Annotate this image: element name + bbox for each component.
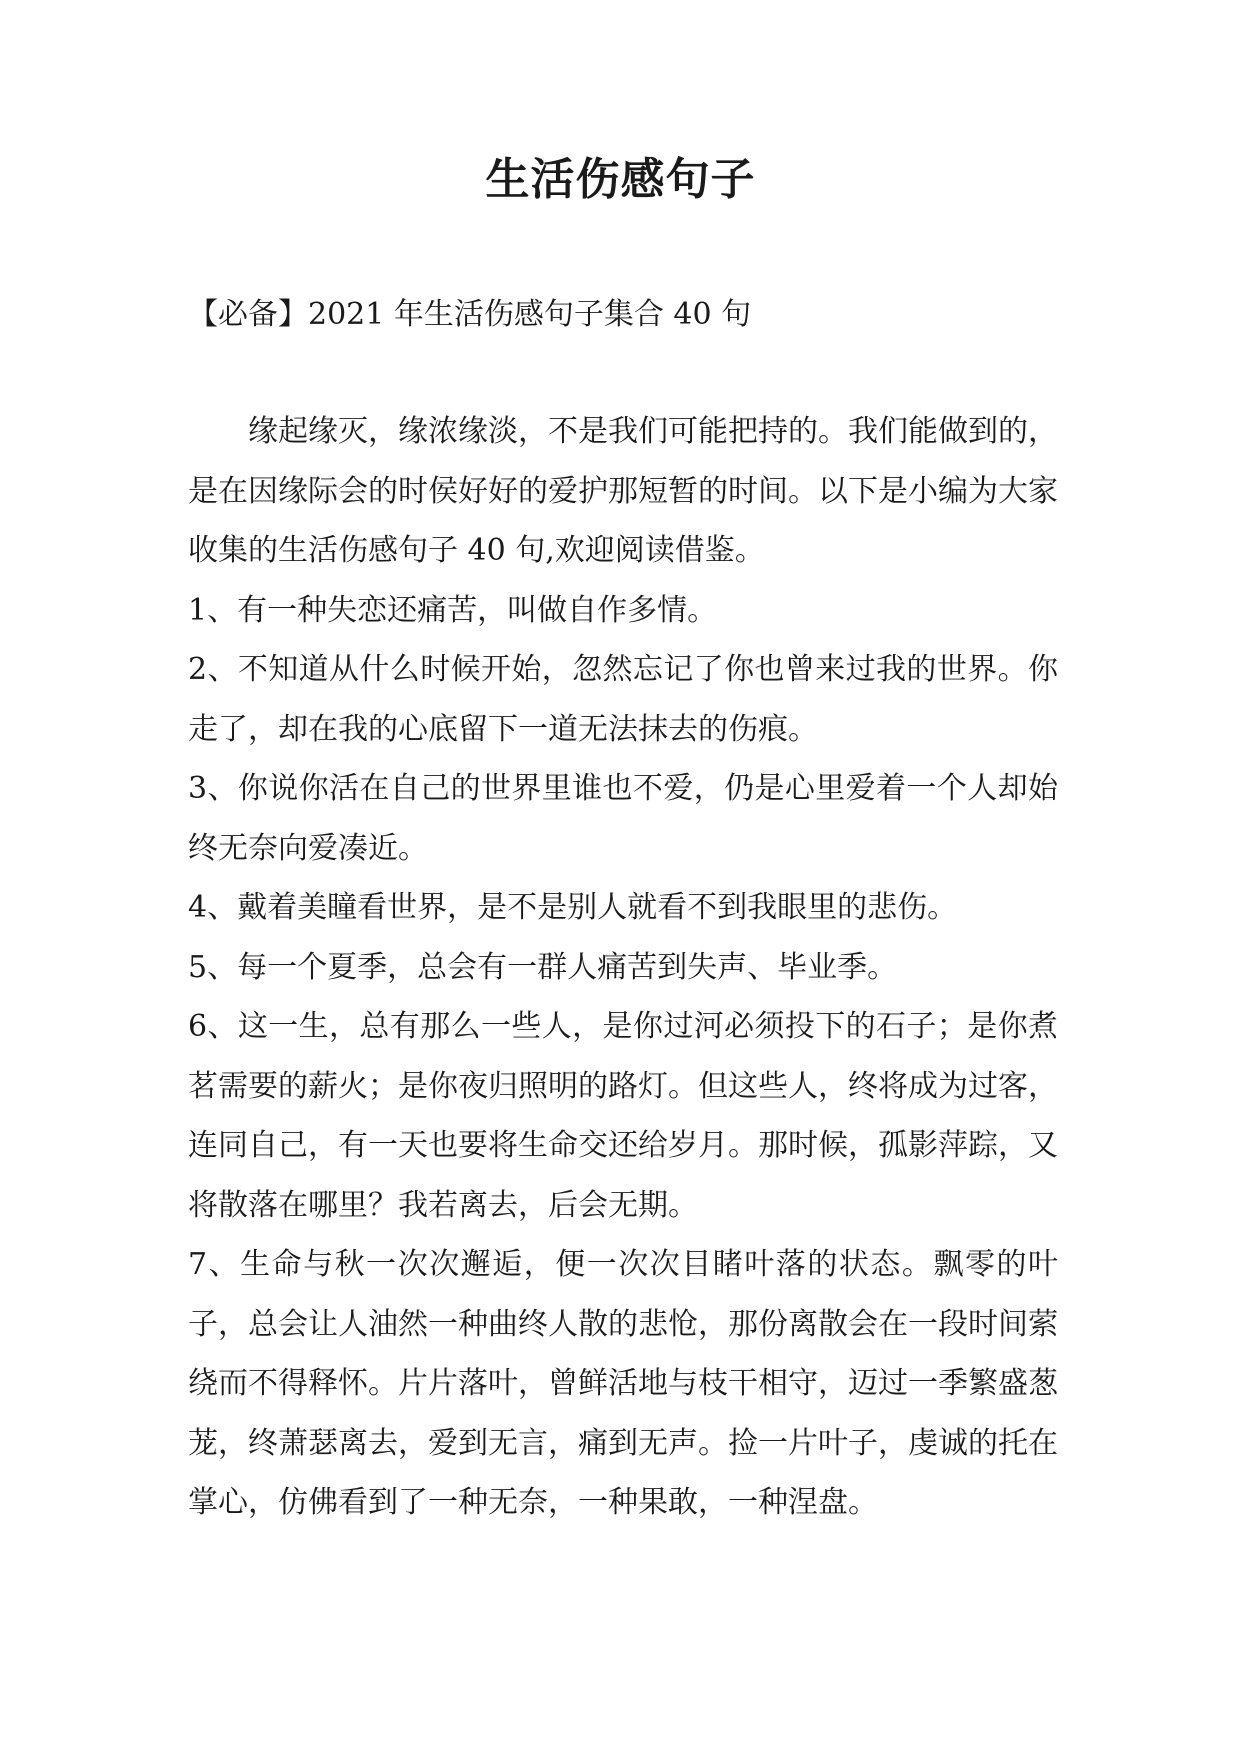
intro-paragraph: 缘起缘灭，缘浓缘淡，不是我们可能把持的。我们能做到的，是在因缘际会的时侯好好的爱护那短暂的时间。以下是小编为大家收集的生活伤感句子 40 句,欢迎阅读借鉴。 — [188, 414, 1058, 568]
list-item: 5、每一个夏季，总会有一群人痛苦到失声、毕业季。 — [188, 949, 898, 985]
list-item: 1、有一种失恋还痛苦，叫做自作多情。 — [188, 592, 718, 628]
list-item: 4、戴着美瞳看世界，是不是别人就看不到我眼里的悲伤。 — [188, 890, 958, 925]
document-body — [188, 402, 1058, 1533]
list-item: 6、这一生，总有那么一些人，是你过河必须投下的石子；是你煮茗需要的薪火；是你夜归照明的路灯。但这些人，终将成为过客，连同自己，有一天也要将生命交还给岁月。那时候，孤影萍踪，又将散落在哪里？我若离去，后会无期。 — [188, 1009, 1058, 1223]
list-item: 3、你说你活在自己的世界里谁也不爱，仍是心里爱着一个人却始终无奈向爱凑近。 — [188, 771, 1058, 866]
document-subtitle: 【必备】2021 年生活伤感句子集合 40 句 — [188, 297, 752, 332]
list-item: 7、生命与秋一次次邂逅，便一次次目睹叶落的状态。飘零的叶子，总会让人油然一种曲终人散的悲怆，那份离散会在一段时间萦绕而不得释怀。片片落叶，曾鲜活地与枝干相守，迈过一季繁盛葱茏，终萧瑟离去，爱到无言，痛到无声。捡一片叶子，虔诚的托在掌心，仿佛看到了一种无奈，一种果敢，一种涅盘。 — [188, 1247, 1058, 1520]
list-item: 2、不知道从什么时候开始，忽然忘记了你也曾来过我的世界。你走了，却在我的心底留下一道无法抹去的伤痕。 — [188, 652, 1058, 747]
document-title: 生活伤感句子 — [485, 154, 756, 205]
